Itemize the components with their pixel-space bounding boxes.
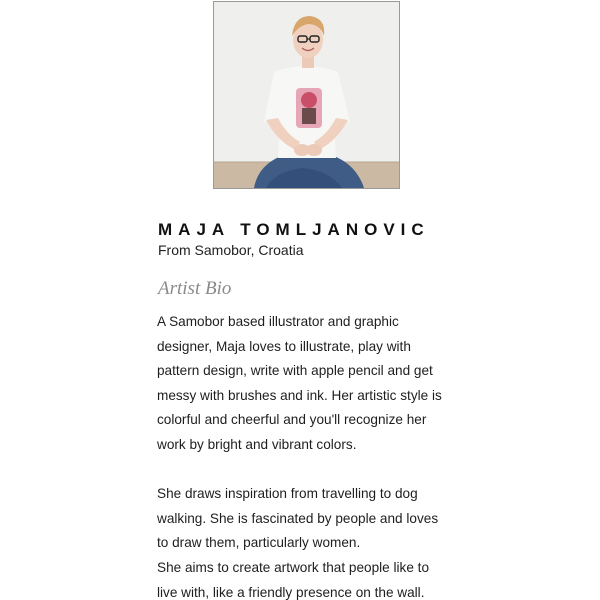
bio-line: She draws inspiration from travelling to dog <box>157 486 418 502</box>
artist-portrait-image <box>214 2 399 188</box>
bio-line: She aims to create artwork that people like to <box>157 559 430 575</box>
bio-line: live with, like a friendly presence on the wall. <box>157 584 425 600</box>
bio-line: walking. She is fascinated by people and loves <box>157 510 439 526</box>
bio-line: colorful and cheerful and you'll recognize her <box>157 412 427 428</box>
artist-origin: From Samobor, Croatia <box>158 242 304 258</box>
paragraph-spacer <box>157 458 457 483</box>
bio-text <box>157 310 457 600</box>
bio-line: work by bright and vibrant colors. <box>157 436 357 452</box>
artist-name: MAJA TOMLJANOVIC <box>158 220 430 239</box>
bio-line: A Samobor based illustrator and graphic <box>157 314 399 329</box>
bio-line: pattern design, write with apple pencil and get <box>157 363 433 379</box>
bio-line: designer, Maja loves to illustrate, play with <box>157 338 411 354</box>
artist-photo <box>213 1 400 189</box>
bio-line: to draw them, particularly women. <box>157 535 361 551</box>
bio-line: messy with brushes and ink. Her artistic style is <box>157 387 442 403</box>
bio-heading: Artist Bio <box>158 278 232 299</box>
